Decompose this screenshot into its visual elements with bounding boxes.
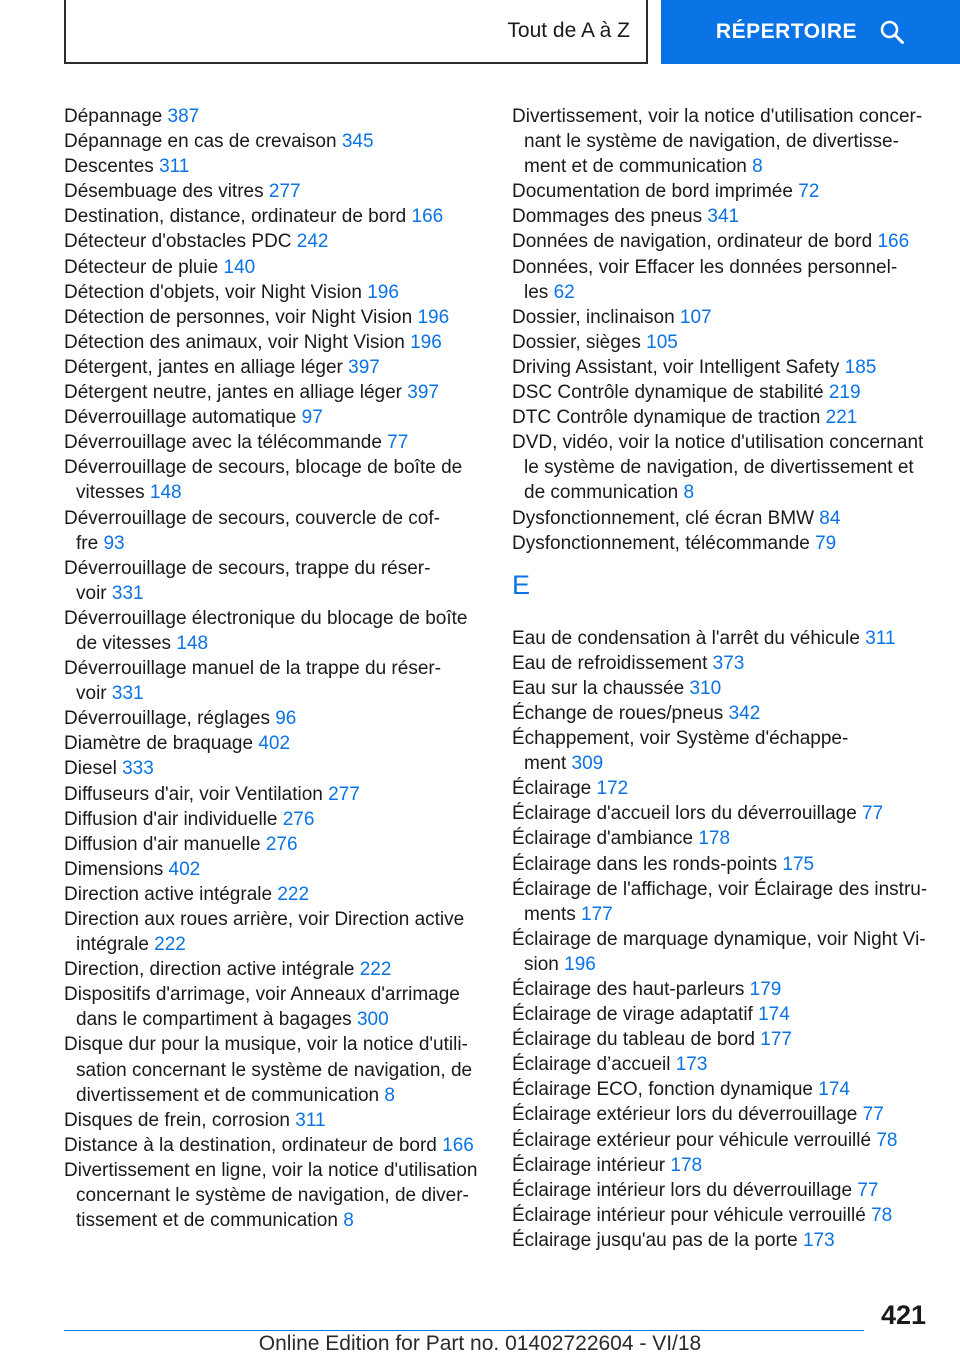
- index-entry: [512, 651, 932, 676]
- index-entry-text: Éclairage jusqu'au pas de la porte: [512, 1229, 798, 1251]
- index-entry-text: Déverrouillage de secours, couvercle de cof-: [64, 507, 440, 529]
- page-link[interactable]: 140: [223, 256, 256, 278]
- page-link[interactable]: 107: [679, 306, 712, 328]
- index-entry: [512, 1203, 932, 1228]
- index-entry-text: Eau de refroidissement: [512, 652, 708, 674]
- page-link[interactable]: 333: [122, 758, 154, 780]
- index-entry-text: Driving Assistant, voir Intelligent Safety: [512, 356, 840, 378]
- index-entry-text: Échappement, voir Système d'échappe-: [512, 728, 849, 750]
- index-entry-text: Déverrouillage manuel de la trappe du réser-: [64, 658, 442, 680]
- index-entry: [512, 852, 932, 877]
- page-link[interactable]: 196: [564, 953, 596, 975]
- index-entry-text: Divertissement, voir la notice d'utilisation concer-: [512, 106, 923, 127]
- page-number: 421: [880, 1300, 926, 1330]
- index-entry: [512, 179, 932, 204]
- index-entry: [512, 1002, 932, 1027]
- index-entry-text: voir: [76, 683, 107, 705]
- page-link[interactable]: 178: [698, 828, 731, 850]
- index-entry-text: Direction aux roues arrière, voir Direction active: [64, 909, 465, 930]
- page-link[interactable]: 402: [258, 733, 291, 755]
- page-link[interactable]: 345: [341, 131, 374, 153]
- index-entry-text: Détergent, jantes en alliage léger: [64, 356, 343, 378]
- index-entry: [512, 1153, 932, 1178]
- index-entry-text: Éclairage d'ambiance: [512, 828, 694, 850]
- page-link[interactable]: 77: [857, 1179, 879, 1201]
- footer-divider: [64, 1330, 864, 1331]
- index-entry-text: Dossier, sièges: [512, 331, 641, 353]
- section-letter: E: [512, 569, 531, 600]
- index-entry-text: sation concernant le système de navigation, de: [76, 1059, 473, 1081]
- index-entry-text: Éclairage extérieur pour véhicule verrouillé: [512, 1129, 872, 1151]
- index-entry-text: divertissement et de communication: [76, 1084, 380, 1106]
- page-link[interactable]: 78: [871, 1204, 893, 1226]
- index-entry: [512, 776, 932, 801]
- index-entry: [512, 104, 932, 179]
- index-entry: [64, 1133, 484, 1158]
- index-entry: [64, 179, 484, 204]
- index-entry-text: Données, voir Effacer les données personnel-: [512, 256, 898, 278]
- index-entry-text: les: [524, 281, 549, 303]
- page-link[interactable]: 342: [728, 702, 761, 724]
- index-entry-text: Déverrouillage de secours, blocage de boîte de: [64, 457, 463, 479]
- tab-index[interactable]: [661, 0, 960, 64]
- index-entry: [512, 1077, 932, 1102]
- index-entry: [512, 977, 932, 1002]
- index-entry: [512, 204, 932, 229]
- index-entry-text: Distance à la destination, ordinateur de bord: [64, 1134, 437, 1156]
- search-icon[interactable]: [879, 19, 905, 45]
- index-entry: [64, 756, 484, 781]
- page-link[interactable]: 8: [343, 1210, 354, 1232]
- index-entry-text: DVD, vidéo, voir la notice d'utilisation concernant: [512, 432, 924, 454]
- index-entry: [512, 1102, 932, 1127]
- index-entry-text: Éclairage de virage adaptatif: [512, 1004, 753, 1026]
- index-entry-text: Destination, distance, ordinateur de bord: [64, 206, 407, 228]
- page-link[interactable]: 277: [328, 783, 360, 805]
- page-link[interactable]: 77: [862, 803, 884, 825]
- footer-edition: Online Edition for Part no. 01402722604 - VI/18: [258, 1332, 702, 1355]
- index-entry-text: concernant le système de navigation, de diver-: [76, 1185, 469, 1207]
- index-entry-text: Direction, direction active intégrale: [64, 959, 355, 981]
- page-link[interactable]: 196: [367, 281, 399, 303]
- index-entry-text: intégrale: [76, 934, 149, 956]
- index-entry: [512, 355, 932, 380]
- index-entry: [64, 104, 484, 129]
- index-group-e: [512, 626, 932, 1253]
- index-entry-text: ment et de communication: [524, 156, 747, 178]
- index-entry: [64, 882, 484, 907]
- page-link[interactable]: 331: [111, 582, 144, 604]
- index-entry-text: DTC Contrôle dynamique de traction: [512, 407, 821, 429]
- page-link[interactable]: 177: [760, 1029, 792, 1051]
- index-entry: [64, 982, 484, 1032]
- index-entry-text: Déverrouillage électronique du blocage de boîte: [64, 607, 468, 629]
- index-entry-text: tissement et de communication: [76, 1210, 338, 1232]
- index-entry: [64, 706, 484, 731]
- page-link[interactable]: 221: [825, 407, 858, 429]
- index-group-d: [512, 104, 932, 556]
- index-entry: [64, 606, 484, 656]
- index-entry: [64, 305, 484, 330]
- index-entry: [64, 857, 484, 882]
- page-link[interactable]: 172: [596, 778, 629, 800]
- index-entry-text: Éclairage intérieur lors du déverrouillage: [512, 1179, 853, 1201]
- index-entry: [512, 927, 932, 977]
- index-entry: [512, 676, 932, 701]
- index-entry: [64, 129, 484, 154]
- index-column-left: [64, 104, 484, 1233]
- page-link[interactable]: 166: [442, 1134, 474, 1156]
- index-entry-text: Éclairage du tableau de bord: [512, 1029, 755, 1051]
- page-link[interactable]: 175: [782, 853, 815, 875]
- page-link[interactable]: 77: [862, 1104, 884, 1126]
- index-entry: [64, 455, 484, 505]
- index-entry: [64, 807, 484, 832]
- index-entry: [512, 1128, 932, 1153]
- page-link[interactable]: 105: [646, 331, 678, 353]
- index-entry-text: Diffusion d'air manuelle: [64, 833, 261, 855]
- index-entry-text: Déverrouillage automatique: [64, 407, 297, 429]
- index-entry: [512, 726, 932, 776]
- index-entry: [512, 255, 932, 305]
- page-link[interactable]: 177: [581, 903, 613, 925]
- index-entry: [512, 1027, 932, 1052]
- index-entry: [512, 1178, 932, 1203]
- page-link[interactable]: 310: [689, 677, 722, 699]
- page-link[interactable]: 222: [359, 959, 392, 981]
- index-entry-text: nant le système de navigation, de divertisse-: [524, 131, 899, 153]
- index-entry-text: Déverrouillage avec la télécommande: [64, 432, 382, 454]
- index-entry-text: Éclairage d'accueil lors du déverrouillage: [512, 803, 857, 825]
- index-entry-text: Détergent neutre, jantes en alliage léger: [64, 382, 403, 404]
- page-link[interactable]: 397: [407, 382, 439, 404]
- index-entry: [512, 531, 932, 556]
- page-link[interactable]: 97: [301, 407, 323, 429]
- index-entry-text: sion: [524, 953, 559, 975]
- index-entry-text: Diffuseurs d'air, voir Ventilation: [64, 783, 323, 805]
- index-entry: [512, 229, 932, 254]
- index-entry-text: fre: [76, 532, 99, 554]
- page-link[interactable]: 311: [865, 627, 896, 649]
- index-entry-text: Diesel: [64, 758, 117, 780]
- index-entry-text: Direction active intégrale: [64, 883, 273, 905]
- index-entry-text: vitesses: [76, 482, 145, 504]
- page-link[interactable]: 148: [176, 632, 209, 654]
- index-entry: [64, 154, 484, 179]
- page-link[interactable]: 196: [417, 306, 450, 328]
- index-entry-text: Éclairage dans les ronds-points: [512, 853, 778, 875]
- index-column-right: [512, 104, 932, 1253]
- index-entry-text: Dysfonctionnement, télécommande: [512, 532, 810, 554]
- page-link[interactable]: 219: [828, 382, 861, 404]
- index-entry-text: Descentes: [64, 156, 154, 178]
- page-link[interactable]: 331: [111, 683, 144, 705]
- page-link[interactable]: 79: [815, 532, 837, 554]
- index-entry: [64, 782, 484, 807]
- index-entry: [512, 380, 932, 405]
- page-link[interactable]: 173: [675, 1054, 708, 1076]
- index-entry-text: DSC Contrôle dynamique de stabilité: [512, 382, 824, 404]
- index-entry: [512, 330, 932, 355]
- index-entry-text: Détecteur de pluie: [64, 256, 219, 278]
- page-link[interactable]: 277: [268, 181, 301, 203]
- page-link[interactable]: 222: [277, 883, 310, 905]
- index-entry: [64, 204, 484, 229]
- tab-a-to-z-label: Tout de A à Z: [507, 19, 630, 42]
- index-entry-text: Documentation de bord imprimée: [512, 181, 793, 203]
- index-entry: [512, 305, 932, 330]
- index-entry: [512, 506, 932, 531]
- page-link[interactable]: 8: [384, 1084, 395, 1106]
- index-entry-text: Désembuage des vitres: [64, 181, 264, 203]
- page-link[interactable]: 402: [168, 858, 201, 880]
- index-entry: [64, 380, 484, 405]
- index-entry-text: Divertissement en ligne, voir la notice d'utilisation: [64, 1159, 478, 1181]
- index-entry: [64, 229, 484, 254]
- page-link[interactable]: 276: [282, 808, 315, 830]
- tab-a-to-z[interactable]: [64, 0, 648, 64]
- index-entry-text: Dépannage: [64, 106, 163, 127]
- index-entry-text: Dommages des pneus: [512, 206, 703, 228]
- index-entry: [64, 1158, 484, 1233]
- index-entry-text: Détection d'objets, voir Night Vision: [64, 281, 362, 303]
- index-entry-text: Dépannage en cas de crevaison: [64, 131, 337, 153]
- tab-index-label: RÉPERTOIRE: [715, 20, 858, 43]
- index-entry-text: Diffusion d'air individuelle: [64, 808, 278, 830]
- page-link[interactable]: 96: [275, 708, 297, 730]
- page-link[interactable]: 309: [571, 753, 604, 775]
- page-link[interactable]: 178: [670, 1154, 703, 1176]
- index-entry: [64, 731, 484, 756]
- index-entry-text: Éclairage de l'affichage, voir Éclairage des instru-: [512, 878, 928, 900]
- index-entry-text: Disque dur pour la musique, voir la notice d'utili-: [64, 1034, 468, 1056]
- index-entry-text: ments: [524, 903, 576, 925]
- index-entry: [64, 1108, 484, 1133]
- index-entry: [512, 877, 932, 927]
- index-entry-text: Dysfonctionnement, clé écran BMW: [512, 507, 815, 529]
- index-entry: [512, 1052, 932, 1077]
- page-link[interactable]: 222: [154, 934, 186, 956]
- page-link[interactable]: 77: [387, 432, 409, 454]
- index-entry-text: Échange de roues/pneus: [512, 702, 724, 724]
- index-entry-text: Eau de condensation à l'arrêt du véhicule: [512, 627, 860, 649]
- index-entry: [512, 1228, 932, 1253]
- index-entry: [64, 656, 484, 706]
- index-entry: [64, 355, 484, 380]
- page-link[interactable]: 179: [749, 979, 782, 1000]
- page-link[interactable]: 341: [707, 206, 740, 228]
- index-entry-text: Éclairage ECO, fonction dynamique: [512, 1079, 813, 1101]
- page-link[interactable]: 311: [159, 156, 190, 178]
- page-link[interactable]: 174: [818, 1079, 850, 1101]
- index-entry-text: voir: [76, 582, 107, 604]
- page-link[interactable]: 166: [411, 206, 444, 228]
- page-link[interactable]: 166: [877, 231, 910, 253]
- page-link[interactable]: 276: [265, 833, 298, 855]
- index-entry-text: Éclairage d’accueil: [512, 1054, 671, 1076]
- index-entry: [64, 1032, 484, 1107]
- index-entry: [512, 626, 932, 651]
- index-entry-text: Déverrouillage, réglages: [64, 708, 270, 730]
- page-link[interactable]: 173: [802, 1229, 835, 1251]
- index-entry: [64, 430, 484, 455]
- index-entry: [64, 957, 484, 982]
- index-entry-text: Détecteur d'obstacles PDC: [64, 231, 292, 253]
- page-link[interactable]: 62: [553, 281, 575, 303]
- index-entry-text: Éclairage de marquage dynamique, voir Night Vi-: [512, 928, 926, 950]
- page-link[interactable]: 93: [103, 532, 125, 554]
- page-link[interactable]: 148: [149, 482, 182, 504]
- index-entry-text: dans le compartiment à bagages: [76, 1009, 352, 1031]
- index-entry-text: Éclairage intérieur: [512, 1154, 666, 1176]
- index-entry-text: de communication: [524, 482, 679, 504]
- index-entry-text: Diamètre de braquage: [64, 733, 254, 755]
- index-entry: [512, 701, 932, 726]
- page-link[interactable]: 84: [819, 507, 841, 529]
- page-link[interactable]: 8: [752, 156, 763, 178]
- index-entry-text: Eau sur la chaussée: [512, 677, 685, 699]
- page-link[interactable]: 387: [167, 106, 200, 127]
- index-entry-text: le système de navigation, de divertissement et: [524, 457, 914, 479]
- page-link[interactable]: 300: [356, 1009, 389, 1031]
- page-link[interactable]: 397: [348, 356, 380, 378]
- index-entry: [64, 506, 484, 556]
- page-link[interactable]: 373: [712, 652, 745, 674]
- index-entry-text: Déverrouillage de secours, trappe du réser-: [64, 557, 431, 579]
- index-entry: [512, 826, 932, 851]
- page-link[interactable]: 196: [410, 331, 442, 353]
- index-entry: [512, 405, 932, 430]
- index-entry: [64, 556, 484, 606]
- page-link[interactable]: 174: [758, 1004, 790, 1026]
- index-entry: [64, 280, 484, 305]
- index-entry-text: Détection des animaux, voir Night Vision: [64, 331, 405, 353]
- index-entry-text: ment: [524, 753, 567, 775]
- index-entry-text: Éclairage extérieur lors du déverrouillage: [512, 1104, 858, 1126]
- index-entry-text: Dossier, inclinaison: [512, 306, 675, 328]
- index-entry-text: Éclairage des haut-parleurs: [512, 979, 745, 1000]
- page-link[interactable]: 311: [295, 1109, 326, 1131]
- page-link[interactable]: 185: [844, 356, 877, 378]
- page-link[interactable]: 72: [798, 181, 820, 203]
- page-link[interactable]: 78: [876, 1129, 898, 1151]
- index-entry-text: Données de navigation, ordinateur de bord: [512, 231, 873, 253]
- index-entry: [64, 832, 484, 857]
- index-entry: [64, 330, 484, 355]
- index-entry-text: Disques de frein, corrosion: [64, 1109, 290, 1131]
- index-entry-text: Détection de personnes, voir Night Vision: [64, 306, 413, 328]
- index-entry-text: Dispositifs d'arrimage, voir Anneaux d'arrimage: [64, 984, 460, 1006]
- index-entry-text: de vitesses: [76, 632, 172, 654]
- index-entry-text: Éclairage: [512, 778, 592, 800]
- index-entry: [64, 255, 484, 280]
- index-entry: [64, 907, 484, 957]
- index-entry-text: Dimensions: [64, 858, 164, 880]
- page-link[interactable]: 8: [683, 482, 695, 504]
- page-link[interactable]: 242: [296, 231, 329, 253]
- index-entry: [512, 430, 932, 505]
- index-entry: [512, 801, 932, 826]
- index-entry: [64, 405, 484, 430]
- index-entry-text: Éclairage intérieur pour véhicule verrouillé: [512, 1204, 866, 1226]
